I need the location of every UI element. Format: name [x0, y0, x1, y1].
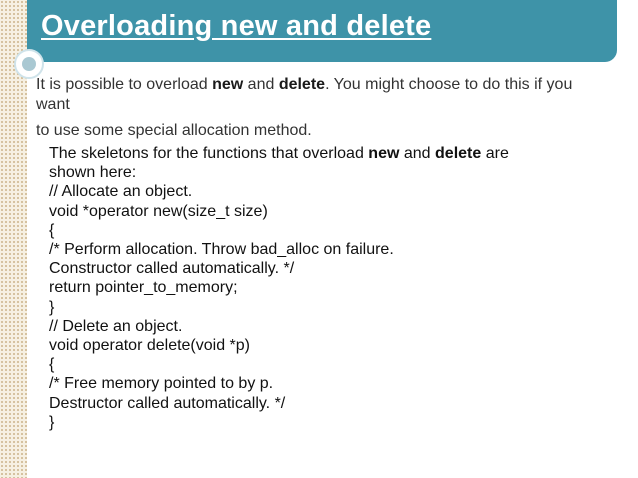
intro-line-2: to use some special allocation method. [36, 122, 312, 139]
intro-text: . You might choose to do this if you want [36, 76, 573, 113]
skeleton-intro-line-2: shown here: [49, 164, 137, 182]
keyword-new: new [212, 76, 244, 93]
keyword-delete: delete [435, 145, 482, 162]
skeleton-block [49, 144, 609, 432]
code-line: } [49, 413, 55, 431]
code-line: void operator delete(void *p) [49, 337, 251, 355]
skeleton-text: and [399, 145, 436, 162]
code-line: { [49, 356, 55, 374]
keyword-delete: delete [278, 76, 326, 93]
slide-title: Overloading new and delete [41, 10, 432, 42]
code-line: { [49, 221, 55, 239]
decorative-circle-inner [22, 57, 36, 71]
code-line: return pointer_to_memory; [49, 279, 238, 297]
intro-text: It is possible to overload [36, 76, 213, 93]
code-line: } [49, 298, 55, 316]
code-line: // Delete an object. [49, 317, 183, 335]
code-line: /* Perform allocation. Throw bad_alloc on failure. [49, 241, 394, 259]
code-line: /* Free memory pointed to by p. [49, 375, 274, 393]
intro-paragraph [36, 75, 610, 141]
intro-text: and [243, 76, 279, 93]
skeleton-text: are [481, 145, 509, 162]
skeleton-text: The skeletons for the functions that overload [49, 145, 369, 162]
code-line: // Allocate an object. [49, 183, 193, 201]
keyword-new: new [368, 145, 400, 162]
skeleton-intro-line-1 [49, 144, 609, 163]
code-line: void *operator new(size_t size) [49, 202, 268, 220]
code-line: Constructor called automatically. */ [49, 260, 295, 278]
code-line: Destructor called automatically. */ [49, 394, 286, 412]
intro-line-1 [36, 75, 610, 115]
